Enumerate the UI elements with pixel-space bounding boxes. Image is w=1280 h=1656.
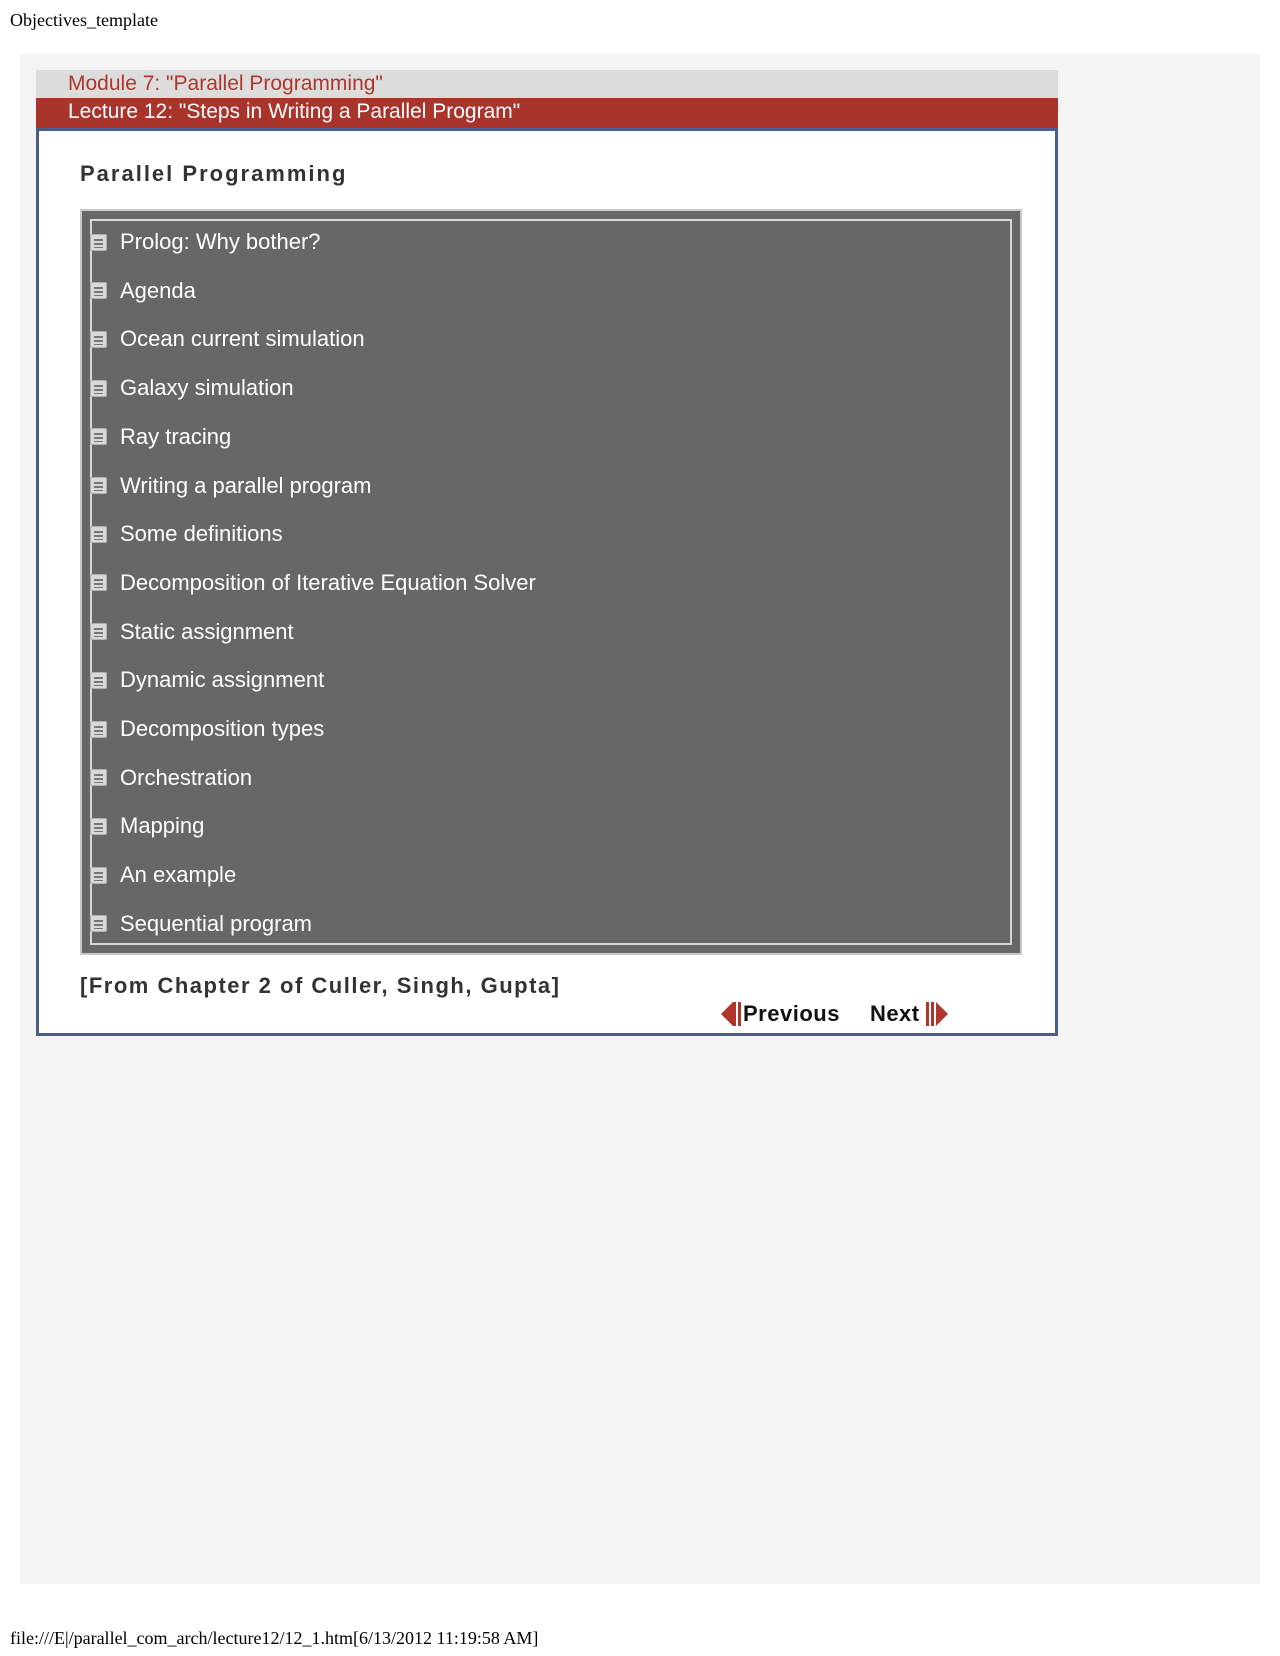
document-icon: [90, 526, 107, 543]
topic-panel: [80, 209, 1022, 955]
document-icon: [90, 623, 107, 640]
topic-label: Decomposition of Iterative Equation Solver: [120, 569, 536, 595]
topic-item[interactable]: [90, 612, 294, 652]
topic-label: Writing a parallel program: [120, 472, 372, 498]
topic-label: Ocean current simulation: [120, 326, 365, 352]
topic-label: An example: [120, 862, 237, 888]
document-icon: [90, 915, 107, 932]
topic-label: Prolog: Why bother?: [120, 229, 321, 254]
topic-item[interactable]: [90, 709, 324, 749]
document-icon: [90, 574, 107, 591]
topic-item[interactable]: [90, 904, 312, 944]
previous-label: Previous: [743, 1001, 840, 1026]
topic-item[interactable]: [90, 271, 196, 311]
previous-arrow-icon: [721, 1002, 743, 1026]
topic-item[interactable]: [90, 855, 236, 895]
topic-label: Sequential program: [120, 910, 313, 936]
document-icon: [90, 867, 107, 884]
topic-item[interactable]: [90, 368, 294, 408]
print-header: Objectives_template: [10, 10, 158, 30]
document-icon: [90, 282, 107, 299]
topic-label: Mapping: [120, 813, 205, 839]
topic-item[interactable]: [90, 319, 365, 359]
document-icon: [90, 818, 107, 835]
document-icon: [90, 672, 107, 689]
next-arrow-icon: [926, 1002, 948, 1026]
topic-label: Static assignment: [120, 618, 294, 644]
lecture-title: Lecture 12: "Steps in Writing a Parallel Program": [36, 98, 1058, 128]
topic-label: Some definitions: [120, 521, 283, 547]
next-label: Next: [869, 1001, 920, 1026]
topic-label: Dynamic assignment: [120, 667, 325, 693]
topic-label: Agenda: [120, 277, 196, 303]
topic-item[interactable]: [90, 466, 371, 506]
document-icon: [90, 477, 107, 494]
previous-button[interactable]: [721, 1001, 840, 1027]
document-icon: [90, 234, 107, 251]
document-icon: [90, 428, 107, 445]
print-footer: file:///E|/parallel_com_arch/lecture12/12_1.htm[6/13/2012 11:19:58 AM]: [10, 1628, 539, 1648]
citation: [From Chapter 2 of Culler, Singh, Gupta]: [80, 973, 561, 998]
topic-item[interactable]: [90, 563, 536, 603]
topic-item[interactable]: [90, 660, 324, 700]
topic-item[interactable]: [90, 806, 204, 846]
topic-label: Orchestration: [120, 764, 253, 790]
topic-label: Galaxy simulation: [120, 375, 294, 401]
module-title: Module 7: "Parallel Programming": [36, 70, 1058, 98]
nav-bar: [721, 999, 1021, 1029]
topic-item[interactable]: [90, 514, 283, 554]
document-icon: [90, 721, 107, 738]
document-icon: [90, 380, 107, 397]
topic-label: Decomposition types: [120, 716, 325, 741]
topic-item[interactable]: [90, 758, 252, 798]
document-icon: [90, 331, 107, 348]
topic-item[interactable]: [90, 417, 231, 457]
topic-item[interactable]: [90, 222, 321, 262]
next-button[interactable]: [870, 1001, 948, 1027]
section-title: Parallel Programming: [80, 161, 348, 186]
content-frame: [36, 128, 1058, 1036]
document-icon: [90, 769, 107, 786]
topic-label: Ray tracing: [120, 423, 232, 449]
